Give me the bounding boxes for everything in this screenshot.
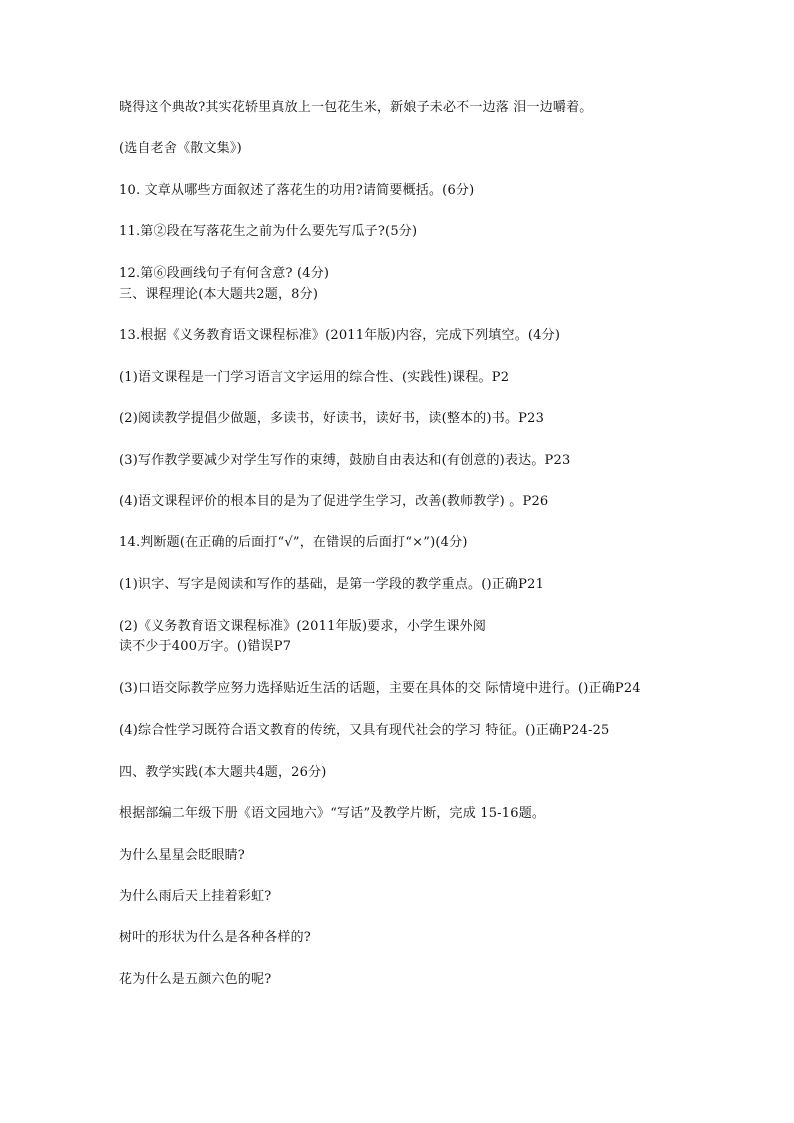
answer-line: (2)《义务教育语文课程标准》(2011年版)要求，小学生课外阅 bbox=[119, 619, 487, 634]
section-heading: 三、课程理论(本大题共2题，8分) bbox=[119, 287, 319, 302]
answer-line: (3)口语交际教学应努力选择贴近生活的话题，主要在具体的交 际情境中进行。()正确P24 bbox=[119, 681, 641, 696]
question-line: 10. 文章从哪些方面叙述了落花生的功用?请简要概括。(6分) bbox=[119, 183, 475, 198]
answer-line: (2)阅读教学提倡少做题，多读书，好读书，读好书，读(整本的)书。P23 bbox=[119, 411, 545, 426]
question-line: 11.第②段在写落花生之前为什么要先写瓜子?(5分) bbox=[119, 224, 418, 239]
answer-line: (1)语文课程是一门学习语言文字运用的综合性、(实践性)课程。P2 bbox=[119, 370, 510, 385]
text-line: 花为什么是五颜六色的呢? bbox=[119, 972, 272, 987]
question-line: 14.判断题(在正确的后面打“√”，在错误的后面打“×”)(4分) bbox=[119, 535, 468, 550]
question-line: 13.根据《义务教育语文课程标准》(2011年版)内容，完成下列填空。(4分) bbox=[119, 328, 561, 343]
text-line: 晓得这个典故?其实花轿里真放上一包花生米，新娘子未必不一边落 泪一边嚼着。 bbox=[119, 100, 593, 115]
text-line: 为什么星星会眨眼睛? bbox=[119, 848, 245, 863]
section-heading: 四、教学实践(本大题共4题，26分) bbox=[119, 765, 327, 780]
answer-line: (1)识字、写字是阅读和写作的基础，是第一学段的教学重点。()正确P21 bbox=[119, 577, 545, 592]
text-line: 树叶的形状为什么是各种各样的? bbox=[119, 930, 311, 945]
text-line: 为什么雨后天上挂着彩虹? bbox=[119, 889, 272, 904]
text-line: 根据部编二年级下册《语文园地六》“写话”及教学片断，完成 15-16题。 bbox=[119, 806, 546, 821]
text-line: (选自老舍《散文集》) bbox=[119, 141, 242, 156]
answer-line: 读不少于400万字。()错误P7 bbox=[119, 639, 292, 654]
question-line: 12.第⑥段画线句子有何含意? (4分) bbox=[119, 266, 330, 281]
answer-line: (4)综合性学习既符合语文教育的传统，又具有现代社会的学习 特征。()正确P24-25 bbox=[119, 723, 610, 738]
answer-line: (3)写作教学要减少对学生写作的束缚，鼓励自由表达和(有创意的)表达。P23 bbox=[119, 453, 571, 468]
answer-line: (4)语文课程评价的根本目的是为了促进学生学习，改善(教师教学) 。P26 bbox=[119, 494, 549, 509]
